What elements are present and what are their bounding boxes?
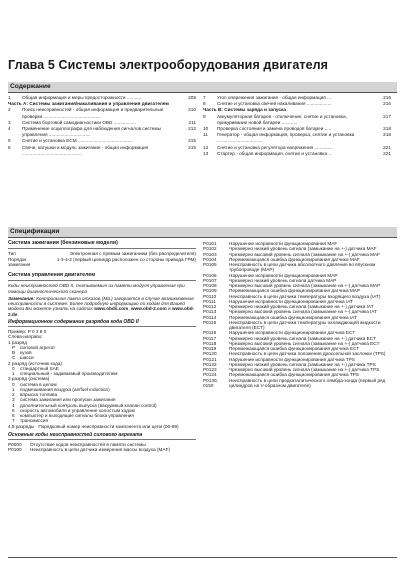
entry-page: 216 [383, 101, 391, 107]
code: P0114 [203, 314, 217, 320]
code-description: Чрезмерно высокий уровень сигнала (замыкание на +-) датчика ECT [229, 340, 380, 346]
divider [8, 92, 397, 93]
divider [8, 248, 196, 249]
digit-meaning: впрыска топлива [20, 392, 58, 397]
structure-designations: Слева-направо: [8, 334, 43, 340]
code-description: Перемежающаяся ошибка функционирования датчика TPS [229, 372, 359, 378]
code-row [203, 378, 397, 389]
engine-mgmt-heading: Система управления двигателем [8, 272, 96, 278]
contents-header-bar [8, 82, 397, 92]
entry-title: Система бортовой самодиагностики OBD ................. [22, 119, 136, 125]
entry-title: Аккумуляторная батарея - отключение, снятие и установка, прикуривание новой батареи ............ [217, 113, 347, 125]
digit-value: 6 [12, 413, 15, 418]
code: P0111 [203, 298, 216, 304]
digit-value: P [12, 344, 16, 350]
code-row [203, 262, 397, 273]
ignition-heading: Система зажигания (бензиновые модели) [8, 240, 118, 246]
code: P0117 [203, 335, 217, 341]
entry-title: Генератор - общая информация, проверка, снятие и установка ................................... [217, 132, 355, 144]
digit-meaning: специальный - задаваемый производителем [20, 371, 118, 376]
structure-heading: Информационное содержание разрядов кода OBD II [8, 318, 139, 325]
entry-title: Проверка состояния и замена проводов батареи ..... [217, 126, 332, 132]
code: P0000 [8, 442, 22, 447]
entry-number: 7 [203, 95, 206, 100]
digit-value: 4 [12, 402, 15, 408]
entry-page: 212 [188, 126, 196, 132]
entry-number: 3 [8, 119, 11, 125]
code-description: Чрезмерно высокий уровень сигнала (замыкание на +-) датчика TPS [229, 367, 380, 372]
digit-meaning: компьютер и выходящие сигналы блока управления [20, 413, 134, 418]
divider [8, 237, 397, 238]
digit-label: 1 разряд [8, 339, 28, 345]
divider [8, 439, 196, 440]
code: P0108 [203, 283, 217, 288]
obd-intro: Коды неисправностей OBD II, считываемые из памяти модуля управления при помощи диагностического сканера [8, 283, 185, 294]
specs-header-bar [8, 227, 397, 237]
code-description: Чрезмерно высокий уровень сигнала (замыкание на +-) датчика IAT [229, 309, 378, 315]
code-description: Чрезмерно низкий уровень сигнала (замыкание на +-) датчика MAF [229, 246, 377, 252]
note-text: Контрольная лампа отказов (MIL) загорается в случае возникновения неисправности в системе. Более подробную информацию по кодам для Вашей модели Вы можете узнать на сайтах [8, 295, 194, 312]
structure-list [8, 340, 196, 429]
specs-heading: Спецификации [10, 228, 60, 235]
digit-value: 7 [12, 418, 15, 424]
code: P0106 [203, 272, 217, 278]
digit-value: 2 [12, 392, 15, 397]
digit-meaning: трансмиссия [20, 418, 48, 424]
code-description: Неисправность в цепи датчика абсолютного давления во впускном трубопроводе (MAP) [229, 262, 376, 273]
divider [8, 557, 397, 558]
contents-right-column [203, 95, 391, 157]
code-description: Нарушение исправности функционирования датчика TPS [229, 356, 356, 362]
contents-entry[interactable] [203, 151, 391, 157]
entry-number: 1 [8, 95, 11, 100]
site-link[interactable]: www.obdii.com [94, 306, 129, 312]
entry-number: 5 [8, 138, 11, 144]
code: P0100 [8, 447, 22, 453]
entry-number: 4 [8, 126, 11, 132]
code-description: Перемежающаяся ошибка функционирования датчика MAF [229, 256, 360, 262]
code: P0113 [203, 309, 217, 315]
code-description: Чрезмерно низкий уровень сигнала датчика MAP [229, 277, 337, 283]
digit-value: 5 [12, 407, 15, 413]
code-description: Нарушение исправности функционирования MAF [229, 241, 338, 246]
entry-page: 218 [383, 132, 391, 138]
code: P0119 [203, 346, 217, 351]
code-description: Чрезмерно высокий уровень сигнала (замыкание на +-) датчика MAP [229, 283, 381, 288]
entry-page: 218 [383, 126, 391, 132]
specs-right-column [203, 241, 397, 388]
digit-meaning: система в целом [20, 381, 57, 387]
code-description: Неисправность в цепи датчика измерения массы воздуха (MAF) [30, 447, 171, 453]
entry-page: 217 [383, 113, 391, 119]
entry-page: 221 [383, 150, 391, 156]
digit-value: 0 [12, 381, 15, 387]
structure-line [8, 424, 196, 429]
entry-page: 221 [383, 144, 391, 150]
code-description: Чрезмерно высокий уровень сигнала (замыкание на +-) датчика MAF [229, 251, 381, 257]
spec-value: Электронная с прямым зажиганием (без распределителя) [69, 251, 196, 257]
spec-key: Порядок зажигания [8, 256, 31, 267]
basic-codes-heading: Основные коды неисправностей силового агрегата [8, 431, 143, 438]
code-description: Неисправность в цепи предкаталитического лямбда-зонда (первый ряд цилиндров на V-образном двигателе) [229, 377, 386, 388]
entry-title: Снятие и установка регулятора напряжения .............. [217, 144, 333, 150]
digit-value: 0 [12, 365, 15, 371]
entry-title: Угол опережения зажигания - общая информация ... [217, 95, 332, 100]
digit-value: 1 [12, 371, 15, 376]
code-row [8, 447, 196, 452]
code-description: Отсутствие кодов неисправностей в памяти системы [30, 442, 146, 447]
code-description: Чрезмерно низкий уровень сигнала (замыкание на +-) датчика ECT [229, 335, 376, 341]
entry-title: Снятие и установка ECM .......................................... [22, 138, 133, 144]
chapter-title: Глава 5 Системы электрооборудования двигателя [8, 58, 329, 72]
digit-meaning: дополнительный контроль выпуска (вакуумный клапан control) [20, 402, 157, 408]
code: P0121 [203, 356, 217, 362]
code: P0104 [203, 256, 217, 262]
entry-page: 216 [383, 95, 391, 100]
contents-entry[interactable] [203, 114, 391, 126]
code: P0115 [203, 319, 217, 325]
entry-page: 209 [188, 95, 196, 100]
code-description: Неисправность в цепи датчика температуры входящего воздуха (IAT) [229, 293, 381, 299]
code: P0107 [203, 277, 217, 283]
divider [8, 326, 196, 327]
entry-number: 8 [203, 101, 206, 107]
code-description: Неисправность в цепи датчика положения дроссельной заслонки (TPS) [229, 351, 386, 357]
code: P0122 [203, 361, 217, 367]
entry-title: Снятие и установка свечей накаливания ................... [217, 101, 332, 107]
entry-page: 210 [188, 107, 196, 113]
code-description: Нарушение исправности функционирования датчика ECT [229, 330, 356, 336]
entry-title: Стартер - общая информация, снятие и установка .. [217, 150, 331, 156]
digit-meaning: Порядковый номер неисправности компонента или цепи (00-99) [38, 423, 179, 429]
separator: и [166, 306, 172, 312]
code-description: Чрезмерно низкий уровень сигнала (замыкание на +-) датчика TPS [229, 361, 376, 367]
code-description: Чрезмерно низкий уровень сигнала (замыкание на +-) датчика IAT [229, 304, 374, 309]
entry-page: 211 [188, 119, 196, 125]
code: P0124 [203, 372, 217, 378]
divider [8, 280, 196, 281]
site-link[interactable]: www.obd-2.de [8, 306, 195, 317]
entry-title: Применение осциллографа для наблюдения сигналов системы управления ................................ [22, 126, 161, 138]
entry-title: Общая информация и меры предосторожности ........... [22, 95, 142, 100]
entry-number: 13 [203, 150, 209, 156]
contents-entry[interactable] [8, 107, 196, 119]
code: P0123 [203, 367, 217, 372]
entry-number: 2 [8, 107, 11, 113]
code-description: Перемежающаяся ошибка функционирования датчика ECT [229, 346, 360, 351]
digit-value: C [12, 355, 16, 361]
digit-label: 4,5 разряды [8, 423, 35, 429]
separator: , [128, 306, 131, 312]
digit-meaning: кузов [20, 350, 32, 355]
code: P0109 [203, 288, 217, 294]
digit-value: 3 [12, 397, 15, 403]
contents-entry[interactable] [8, 126, 196, 138]
contents-part-heading: Часть А: Системы зажигания/накаливания и управления двигателем [8, 101, 169, 107]
digit-meaning: силовой агрегат [20, 344, 56, 350]
entry-number: 6 [8, 144, 11, 150]
entry-number: 10 [203, 126, 209, 132]
digit-meaning: стандартный SAE [20, 365, 59, 371]
digit-meaning: система зажигания или пропуски зажигания [20, 397, 116, 403]
code: P0102 [203, 246, 217, 252]
code-description: Перемежающаяся ошибка функционирования датчика IAT [229, 314, 357, 320]
code: P0112 [203, 304, 217, 309]
digit-value: 1 [12, 386, 15, 392]
code-description: Перемежающаяся ошибка функционирования датчика MAP [229, 288, 361, 294]
digit-meaning: шасси [20, 355, 34, 361]
separator: . [17, 311, 19, 317]
code: P0101 [203, 241, 217, 246]
code: P0110 [203, 293, 217, 299]
digit-meaning: скорость автомобиля и управление холостым ходом [20, 407, 135, 413]
entry-page: 215 [188, 138, 196, 144]
code-row [203, 320, 397, 331]
entry-page: 215 [188, 144, 196, 150]
code: P0118 [203, 340, 217, 346]
code-description: Нарушение исправности функционирования MAP [229, 272, 338, 278]
entry-title: Свечи, катушки и модуль зажигания - общая информация .............................................. [22, 144, 149, 156]
entry-title: Поиск неисправностей - общая информация и предварительные проверки ............................................ [22, 107, 164, 119]
contents-left-column [8, 95, 196, 157]
code: P0120 [203, 351, 217, 357]
note-paragraph [8, 296, 196, 317]
code-description: Неисправность в цепи датчика температуры охлаждающей жидкости двигателя (ECT) [229, 319, 381, 330]
code: P0116 [203, 330, 217, 336]
digit-label: 3 разряд (система) [8, 376, 50, 382]
site-link[interactable]: www.obd-2.com [130, 306, 167, 312]
contents-part-heading: Часть В: Системы заряда и запуска [203, 107, 286, 113]
spec-value: 1-3-4-2 (первый цилиндр расположен со стороны привода ГРМ) [56, 256, 196, 262]
contents-entry[interactable] [8, 145, 196, 157]
digit-value: B [12, 350, 16, 355]
entry-number: 11 [203, 132, 208, 138]
spec-key: Тип [8, 251, 16, 257]
entry-number: 12 [203, 144, 209, 150]
structure-example: Пример: P 0 3 8 0 [8, 329, 47, 334]
contents-entry[interactable] [203, 132, 391, 144]
basic-codes-list [8, 442, 196, 453]
digit-label: 2 разряд (источник кода) [8, 360, 62, 366]
code: P0103 [203, 251, 217, 257]
code-description: Нарушение исправности функционирования датчика IAT [229, 298, 353, 304]
code: P0105 [203, 262, 217, 267]
spec-row [8, 257, 196, 268]
note-label: Замечание: [8, 295, 35, 301]
contents-heading: Содержание [10, 83, 51, 90]
digit-meaning: подмешивания воздуха (air/fuel induction) [20, 386, 110, 392]
code: P0130, 0150 [203, 377, 218, 388]
specs-left-column [8, 241, 196, 453]
entry-number: 9 [203, 113, 206, 119]
